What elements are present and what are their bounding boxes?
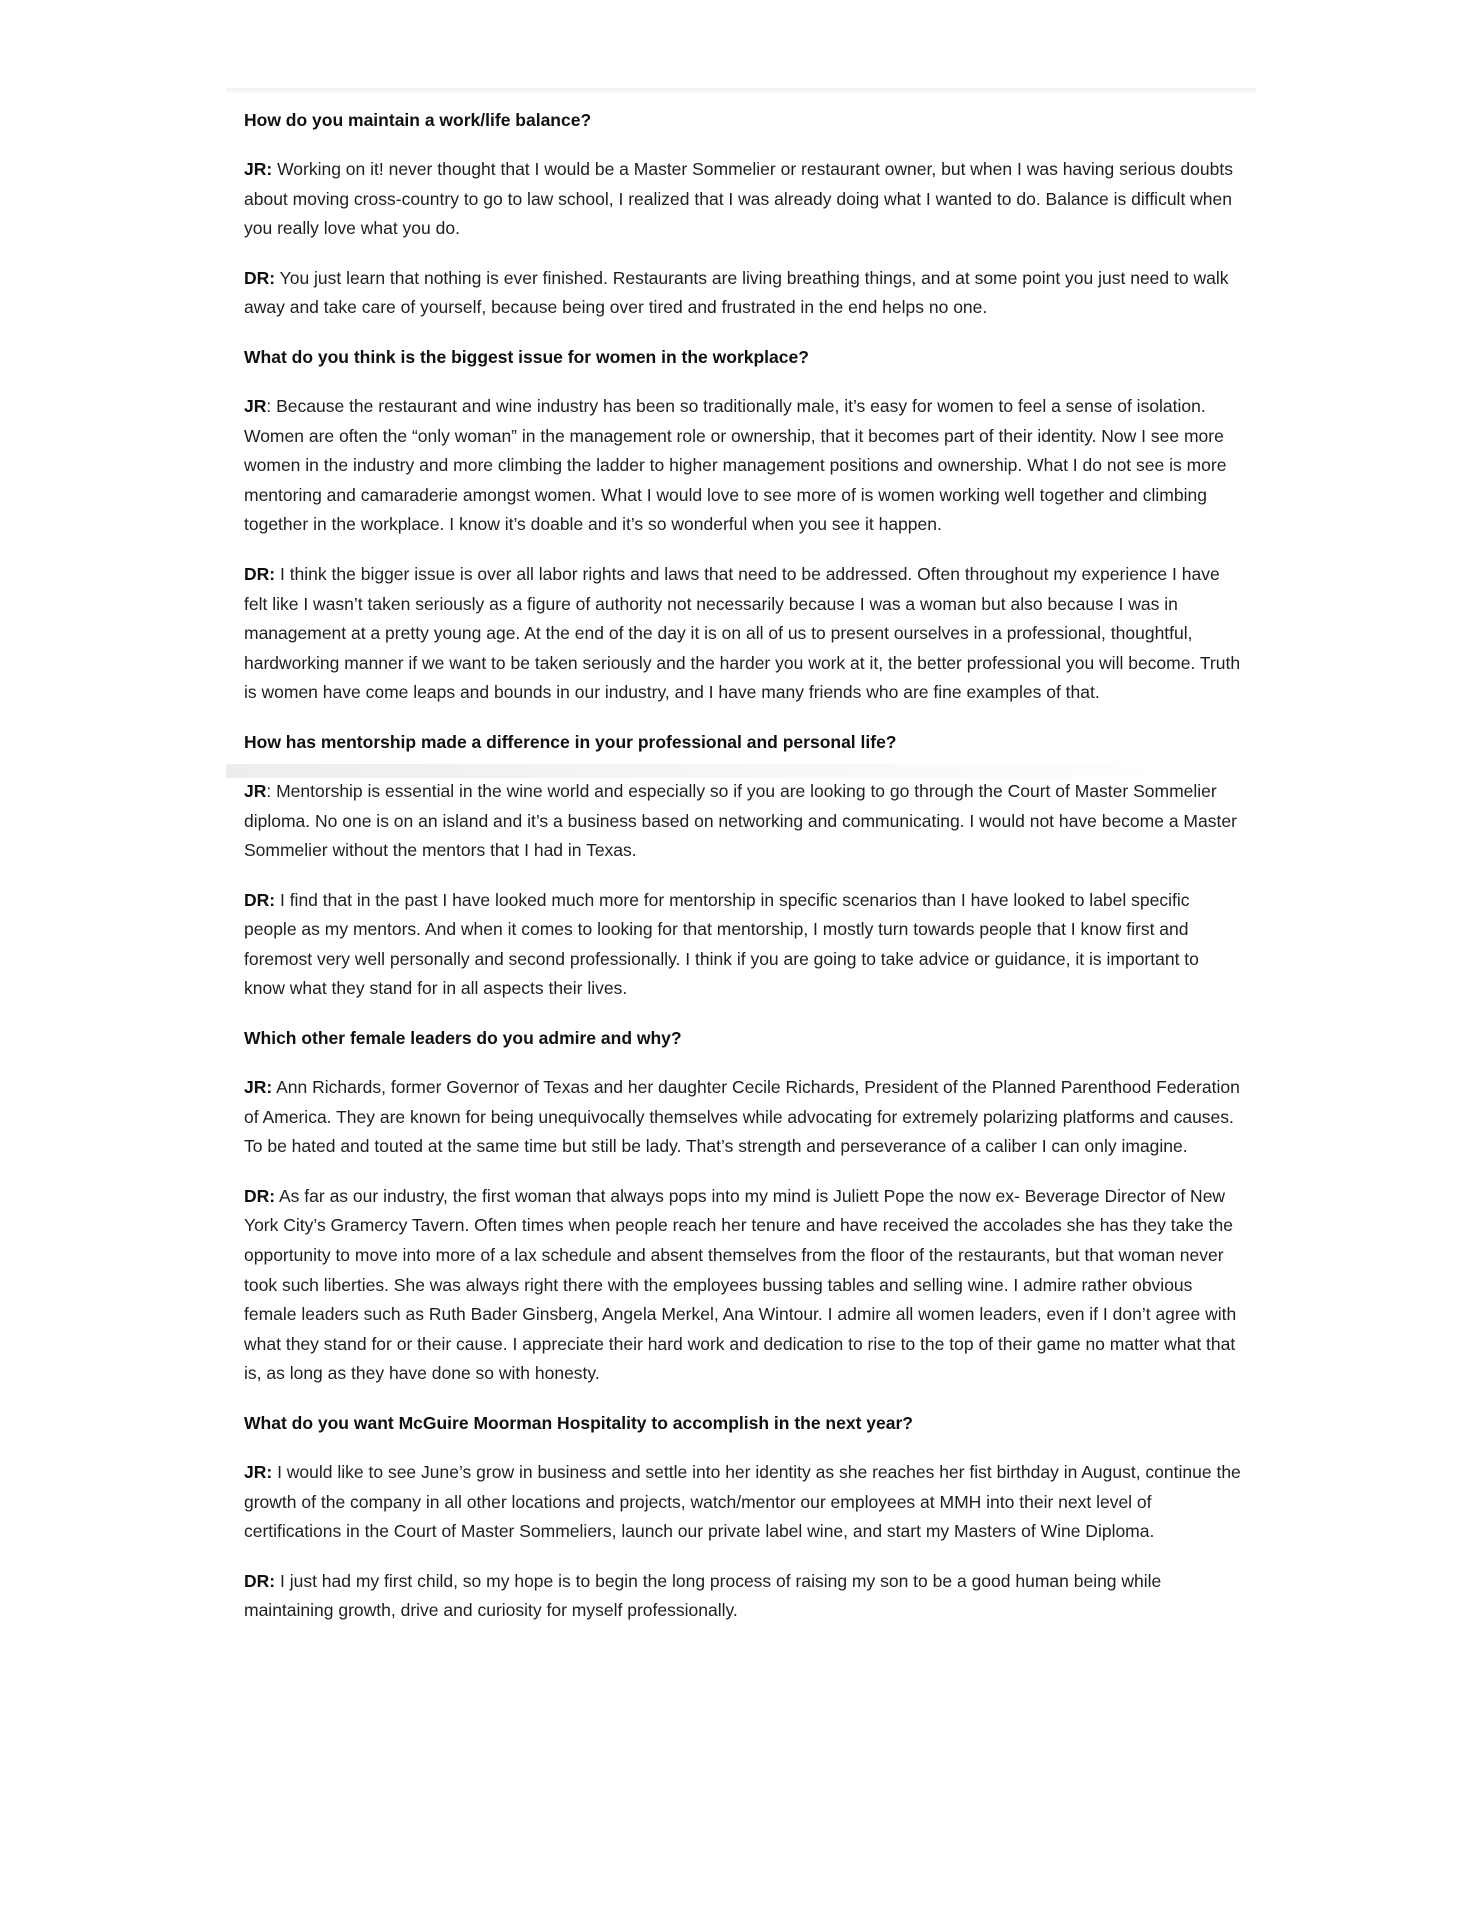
answer-text: I think the bigger issue is over all labor rights and laws that need to be addressed. Often throughout my experience I have felt like I wasn’t taken seriously as a figure of authority not necessarily because I was a woman but also because I was in management at a pretty young age. At the end of the day it is on all of us to present ourselves in a professional, thoughtful, hardworking manner if we want to be taken seriously and the harder you work at it, the better professional you will become. Truth is women have come leaps and bounds in our industry, and I have many friends who are fine examples of that. <box>244 563 1241 703</box>
question-heading: What do you think is the biggest issue for women in the workplace? <box>244 346 809 367</box>
answer-paragraph <box>244 155 1244 244</box>
qa-section-work-life-balance <box>244 106 1244 323</box>
speaker-label: DR: <box>244 563 276 584</box>
question-heading: How do you maintain a work/life balance? <box>244 110 592 130</box>
speaker-label: JR <box>244 395 267 416</box>
question-heading: Which other female leaders do you admire and why? <box>244 1028 682 1049</box>
answer-paragraph <box>244 1567 1244 1626</box>
speaker-label: JR <box>244 780 267 801</box>
speaker-label: JR: <box>244 159 273 179</box>
question-heading: How has mentorship made a difference in your professional and personal life? <box>244 731 897 752</box>
qa-section-women-workplace <box>244 343 1244 708</box>
qa-section-mmh-goals <box>244 1409 1244 1626</box>
answer-text: I find that in the past I have looked much more for mentorship in specific scenarios than I have looked to label specific people as my mentors. And when it comes to looking for that mentorship, I mostly turn towards people that I know first and foremost very well personally and second professionally. I think if you are going to take advice or guidance, it is important to know what they stand for in all aspects their lives. <box>244 889 1199 999</box>
answer-paragraph <box>244 264 1244 323</box>
answer-text: You just learn that nothing is ever finished. Restaurants are living breathing things, and at some point you just need to walk away and take care of yourself, because being over tired and frustrated in the end helps no one. <box>244 267 1229 318</box>
answer-paragraph <box>244 560 1244 708</box>
answer-text: I would like to see June’s grow in business and settle into her identity as she reaches her fist birthday in August, continue the growth of the company in all other locations and projects, watch/mentor our employees at MMH into their next level of certifications in the Court of Master Sommeliers, launch our private label wine, and start my Masters of Wine Diploma. <box>244 1462 1241 1542</box>
speaker-label: DR: <box>244 889 276 910</box>
answer-paragraph <box>244 1073 1244 1162</box>
answer-paragraph <box>244 777 1244 866</box>
interview-content <box>244 106 1244 1646</box>
answer-text: As far as our industry, the first woman that always pops into my mind is Juliett Pope the now ex- Beverage Director of New York City’s Gramercy Tavern. Often times when people reach her tenure and have received the accolades she has they take the opportunity to move into more of a lax schedule and absent themselves from the floor of the restaurants, but that woman never took such liberties. She was always right there with the employees bussing tables and selling wine. I admire rather obvious female leaders such as Ruth Bader Ginsberg, Angela Merkel, Ana Wintour. I admire all women leaders, even if I don’t agree with what they stand for or their cause. I appreciate their hard work and dedication to rise to the top of their game no matter what that is, as long as they have done so with honesty. <box>244 1185 1237 1384</box>
answer-text: Ann Richards, former Governor of Texas and her daughter Cecile Richards, President of the Planned Parenthood Federation of America. They are known for being unequivocally themselves while advocating for extremely polarizing platforms and causes. To be hated and touted at the same time but still be lady. That’s strength and perseverance of a caliber I can only imagine. <box>244 1077 1240 1157</box>
qa-section-mentorship <box>244 728 1244 1004</box>
answer-text: Working on it! never thought that I would be a Master Sommelier or restaurant owner, but when I was having serious doubts about moving cross-country to go to law school, I realized that I was already doing what I wanted to do. Balance is difficult when you really love what you do. <box>244 159 1233 239</box>
speaker-label: JR: <box>244 1462 273 1482</box>
answer-paragraph <box>244 1458 1244 1547</box>
answer-paragraph <box>244 392 1244 540</box>
answer-paragraph <box>244 886 1244 1004</box>
qa-section-female-leaders <box>244 1024 1244 1389</box>
answer-text: : Because the restaurant and wine industry has been so traditionally male, it’s easy for women to feel a sense of isolation. Women are often the “only woman” in the management role or ownership, that it becomes part of their identity. Now I see more women in the industry and more climbing the ladder to higher management positions and ownership. What I do not see is more mentoring and camaraderie amongst women. What I would love to see more of is women working well together and climbing together in the workplace. I know it’s doable and it’s so wonderful when you see it happen. <box>244 395 1227 535</box>
answer-text: : Mentorship is essential in the wine world and especially so if you are looking to go through the Court of Master Sommelier diploma. No one is on an island and it’s a business based on networking and communicating. I would not have become a Master Sommelier without the mentors that I had in Texas. <box>244 780 1237 861</box>
speaker-label: DR: <box>244 1570 276 1591</box>
top-divider <box>226 88 1256 93</box>
speaker-label: DR: <box>244 1185 276 1206</box>
speaker-label: JR: <box>244 1077 273 1098</box>
question-heading: What do you want McGuire Moorman Hospitality to accomplish in the next year? <box>244 1413 913 1433</box>
answer-paragraph <box>244 1182 1244 1389</box>
speaker-label: DR: <box>244 267 276 288</box>
answer-text: I just had my first child, so my hope is to begin the long process of raising my son to be a good human being while maintaining growth, drive and curiosity for myself professionally. <box>244 1570 1162 1621</box>
